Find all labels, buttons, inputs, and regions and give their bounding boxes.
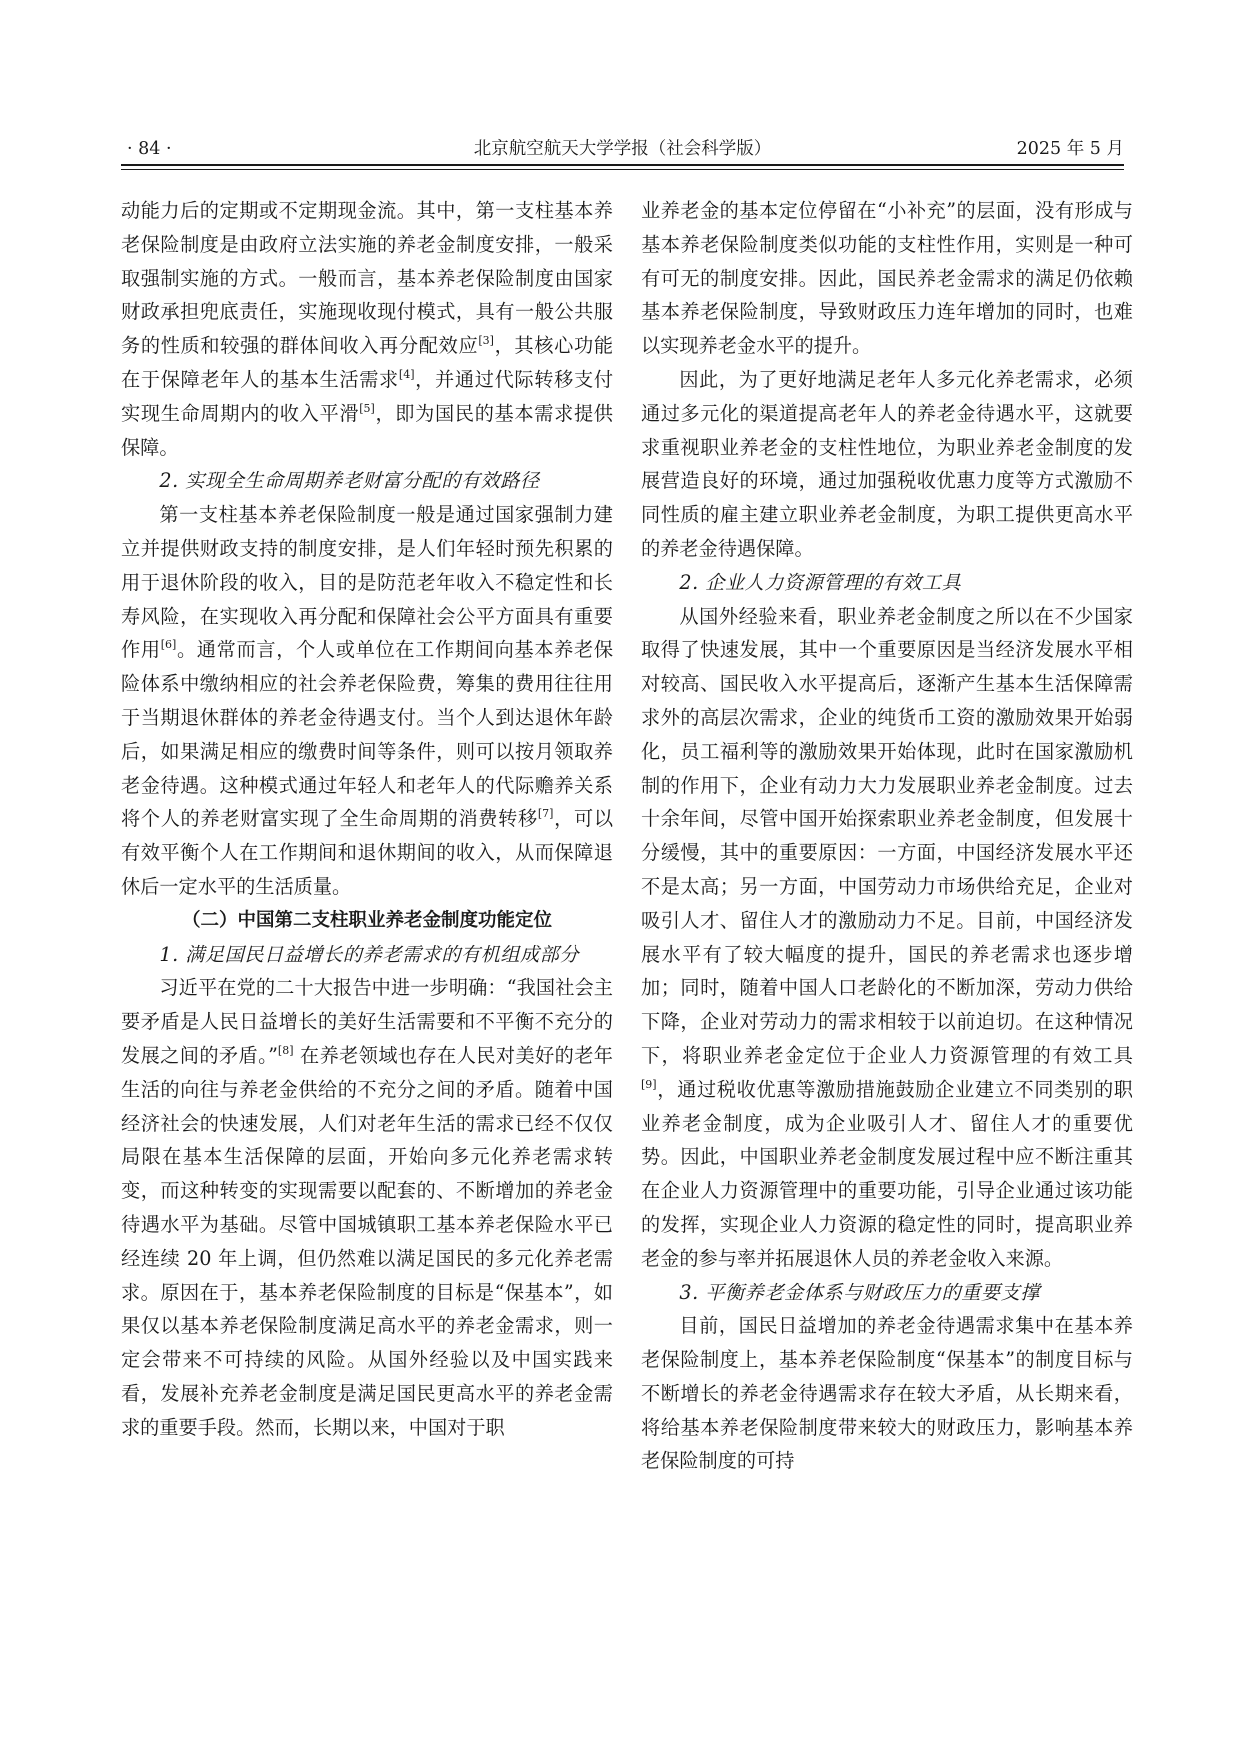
header-rule-thin: [121, 169, 1124, 170]
citation-9[interactable]: [9]: [641, 1077, 657, 1091]
paragraph-diversified-channels: 因此，为了更好地满足老年人多元化养老需求，必须通过多元化的渠道提高老年人的养老金待遇水平，这就要求重视职业养老金的支柱性地位，为职业养老金制度的发展营造良好的环境，通过加强税收优惠力度等方式激励不同性质的雇主建立职业养老金制度，为职工提供更高水平的养老金待遇保障。: [641, 367, 1133, 560]
subheading-fiscal-balance: 3. 平衡养老金体系与财政压力的重要支撑: [679, 1280, 1040, 1304]
paragraph-pension-demand: 习近平在党的二十大报告中进一步明确：“我国社会主要矛盾是人民日益增长的美好生活需要和不平衡不充分的发展之间的矛盾。”[8] 在养老领域也存在人民对美好的老年生活的向往与养老金供给的不充分之间的矛盾。随着中国经济社会的快速发展，人们对老年生活的需求已经不仅仅局限在基本生活保障的层面，开始向多元化养老需求转变，而这种转变的实现需要以配套的、不断增加的养老金待遇水平为基础。尽管中国城镇职工基本养老保险水平已经连续 20 年上调，但仍然难以满足国民的多元化养老需求。原因在于，基本养老保险制度的目标是“保基本”，如果仅以基本养老保险制度满足高水平的养老金需求，则一定会带来不可持续的风险。从国外经验以及中国实践来看，发展补充养老金制度是满足国民更高水平的养老金需求的重要手段。然而，长期以来，中国对于职: [121, 976, 613, 1439]
paragraph-first-pillar: 第一支柱基本养老保险制度一般是通过国家强制力建立并提供财政支持的制度安排，是人们年轻时预先积累的用于退休阶段的收入，目的是防范老年收入不稳定性和长寿风险，在实现收入再分配和保障社会公平方面具有重要作用[6]。通常而言，个人或单位在工作期间向基本养老保险体系中缴纳相应的社会养老保险费，筹集的费用往往用于当期退休群体的养老金待遇支付。当个人到达退休年龄后，如果满足相应的缴费时间等条件，则可以按月领取养老金待遇。这种模式通过年轻人和老年人的代际赡养关系将个人的养老财富实现了全生命周期的消费转移[7]，可以有效平衡个人在工作期间和退休期间的收入，从而保障退休后一定水平的生活质量。: [121, 503, 614, 898]
issue-date: 2025 年 5 月: [1016, 139, 1124, 159]
subheading-pension-demand: 1. 满足国民日益增长的养老需求的有机组成部分: [159, 942, 580, 966]
header-rule-thick: [121, 164, 1124, 166]
right-column: [641, 194, 1133, 1478]
subheading-lifecycle-wealth: 2. 实现全生命周期养老财富分配的有效路径: [159, 469, 540, 493]
page-number: · 84 ·: [127, 139, 172, 159]
citation-7[interactable]: [7]: [537, 807, 554, 821]
citation-4[interactable]: [4]: [398, 367, 415, 381]
subheading-hr-tool: 2. 企业人力资源管理的有效工具: [679, 570, 962, 594]
paragraph-continued-right: 业养老金的基本定位停留在“小补充”的层面，没有形成与基本养老保险制度类似功能的支柱性作用，实则是一种可有可无的制度安排。因此，国民养老金需求的满足仍依赖基本养老保险制度，导致财政压力连年增加的同时，也难以实现养老金水平的提升。: [641, 199, 1133, 358]
section-heading-second-pillar: （二）中国第二支柱职业养老金制度功能定位: [181, 909, 552, 931]
journal-title: 北京航空航天大学学报（社会科学版）: [473, 139, 772, 159]
left-column: [121, 194, 613, 1444]
citation-3[interactable]: [3]: [478, 334, 494, 348]
citation-8[interactable]: [8]: [277, 1043, 294, 1057]
paragraph-fiscal-balance: 目前，国民日益增加的养老金待遇需求集中在基本养老保险制度上，基本养老保险制度“保基本”的制度目标与不断增长的养老金待遇需求存在较大矛盾，从长期来看，将给基本养老保险制度带来较大的财政压力，影响基本养老保险制度的可持: [641, 1314, 1133, 1473]
paragraph-continued: 动能力后的定期或不定期现金流。其中，第一支柱基本养老保险制度是由政府立法实施的养老金制度安排，一般采取强制实施的方式。一般而言，基本养老保险制度由国家财政承担兜底责任，实施现收现付模式，具有一般公共服务的性质和较强的群体间收入再分配效应[3]，其核心功能在于保障老年人的基本生活需求[4]，并通过代际转移支付实现生命周期内的收入平滑[5]，即为国民的基本需求提供保障。: [121, 199, 614, 459]
paragraph-hr-tool: 从国外经验来看，职业养老金制度之所以在不少国家取得了快速发展，其中一个重要原因是当经济发展水平相对较高、国民收入水平提高后，逐渐产生基本生活保障需求外的高层次需求，企业的纯货币工资的激励效果开始弱化，员工福利等的激励效果开始体现，此时在国家激励机制的作用下，企业有动力大力发展职业养老金制度。过去十余年间，尽管中国开始探索职业养老金制度，但发展十分缓慢，其中的重要原因：一方面，中国经济发展水平还不是太高；另一方面，中国劳动力市场供给充足，企业对吸引人才、留住人才的激励动力不足。目前，中国经济发展水平有了较大幅度的提升，国民的养老需求也逐步增加；同时，随着中国人口老龄化的不断加深，劳动力供给下降，企业对劳动力的需求相较于以前迫切。在这种情况下，将职业养老金定位于企业人力资源管理的有效工具[9]，通过税收优惠等激励措施鼓励企业建立不同类别的职业养老金制度，成为企业吸引人才、留住人才的重要优势。因此，中国职业养老金制度发展过程中应不断注重其在企业人力资源管理中的重要功能，引导企业通过该功能的发挥，实现企业人力资源的稳定性的同时，提高职业养老金的参与率并拓展退休人员的养老金收入来源。: [641, 604, 1133, 1270]
citation-5[interactable]: [5]: [359, 401, 375, 415]
citation-6[interactable]: [6]: [160, 638, 177, 652]
